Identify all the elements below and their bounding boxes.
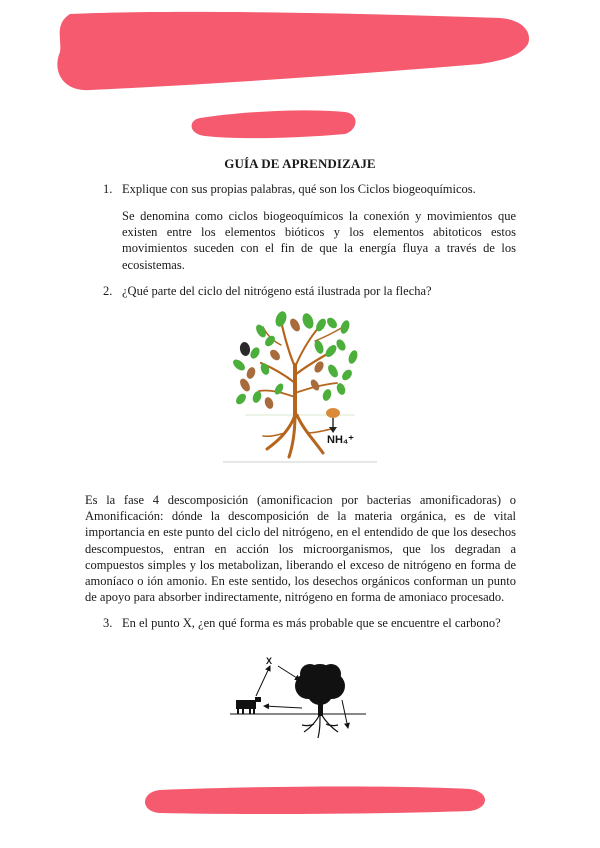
question-1-number: 1. <box>103 182 113 196</box>
point-x-label: X <box>266 656 273 666</box>
redaction-mark-top <box>0 0 600 150</box>
nh4-label: NH₄⁺ <box>327 434 354 446</box>
question-2-number: 2. <box>103 284 113 298</box>
question-3-number: 3. <box>103 616 113 630</box>
question-1-text: Explique con sus propias palabras, qué son los Ciclos biogeoquímicos. <box>122 182 476 196</box>
carbon-cycle-figure <box>228 652 368 744</box>
nitrogen-cycle-tree-figure <box>215 305 385 467</box>
document-title: GUÍA DE APRENDIZAJE <box>224 156 376 171</box>
answer-2-paragraph: Es la fase 4 descomposición (amonificacion por bacterias amonificadoras) o Amonificación: dónde la descomposición de la materia orgánica, es de vital importancia en este punto del ciclo del nitrógeno, en el entendido de que los desechos descompuestos, entran en acción los microorganismos, que los degradan a compuestos simples y los metabolizan, liberando el exceso de nitrógeno en forma de amoníaco o ión amonio. En este sentido, los desechos orgánicos conforman un punto de apoyo para absorber indirectamente, nitrógeno en forma de amoniaco procesado. <box>85 493 516 605</box>
question-3-text: En el punto X, ¿en qué forma es más probable que se encuentre el carbono? <box>122 616 501 630</box>
redaction-mark-bottom <box>0 780 600 820</box>
answer-1-paragraph: Se denomina como ciclos biogeoquímicos la conexión y movimientos que existen entre los elementos bióticos y los elementos abitoticos estos movimientos suceden con el fin de que la energía fluya a través de los ecosistemas. <box>122 209 516 272</box>
question-2-text: ¿Qué parte del ciclo del nitrógeno está ilustrada por la flecha? <box>122 284 432 298</box>
